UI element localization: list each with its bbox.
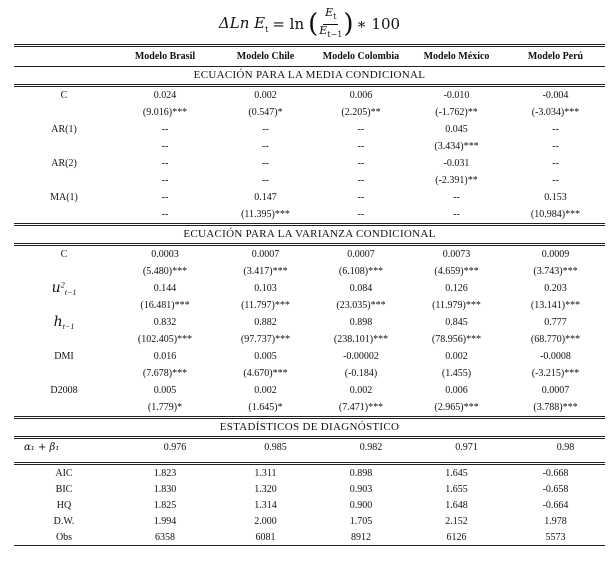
col-header-colombia: Modelo Colombia xyxy=(322,51,400,62)
table-cell: -- xyxy=(357,209,365,220)
table-cell: 0.898 xyxy=(349,467,373,479)
row-label: $u^2_{t-1}$ xyxy=(51,280,77,297)
table-row-alpha-beta xyxy=(14,439,609,456)
column-header-table xyxy=(14,47,605,66)
table-cell: -- xyxy=(357,192,365,203)
table-row xyxy=(14,481,605,497)
row-label xyxy=(14,365,114,382)
table-cell: -0.010 xyxy=(443,90,470,101)
table-cell: (3.788)*** xyxy=(533,402,578,413)
table-cell: 0.971 xyxy=(455,442,478,453)
section-title-variance: ECUACIÓN PARA LA VARIANZA CONDICIONAL xyxy=(183,228,436,240)
formula-rhs: ∗ 100 xyxy=(356,15,401,33)
table-cell: (10.984)*** xyxy=(530,209,581,220)
table-cell: 0.045 xyxy=(445,124,468,135)
row-label: D2008 xyxy=(50,385,78,396)
row-label: D.W. xyxy=(53,515,75,527)
table-row xyxy=(14,399,605,416)
table-cell: -- xyxy=(453,209,460,220)
row-label xyxy=(14,297,114,314)
table-cell: 0.002 xyxy=(254,385,277,396)
table-row xyxy=(14,513,605,529)
table-cell: (0.547)* xyxy=(248,107,283,118)
table-cell: -- xyxy=(161,124,169,135)
table-cell: (1.645)* xyxy=(248,402,283,413)
table-row xyxy=(14,365,605,382)
table-cell: 0.777 xyxy=(544,317,567,328)
table-cell: (238.101)*** xyxy=(333,334,389,345)
table-cell: 0.845 xyxy=(445,317,468,328)
table-cell: -0.00002 xyxy=(343,351,379,362)
row-label: C xyxy=(60,249,68,260)
table-cell: 1.994 xyxy=(153,515,177,527)
table-row xyxy=(14,314,605,331)
table-row xyxy=(14,465,605,481)
diagnostics-table xyxy=(14,465,605,545)
row-label: BIC xyxy=(55,483,73,495)
table-cell: (97.737)*** xyxy=(240,334,291,345)
table-cell: 0.0007 xyxy=(251,249,280,260)
table-row xyxy=(14,172,605,189)
table-row xyxy=(14,348,605,365)
row-label xyxy=(14,172,114,189)
table-cell: -- xyxy=(357,175,365,186)
table-cell: 0.882 xyxy=(254,317,277,328)
table-cell: 0.98 xyxy=(556,442,575,453)
table-cell: -- xyxy=(357,141,365,152)
table-cell: 1.314 xyxy=(254,499,277,511)
table-cell: -- xyxy=(161,192,169,203)
results-table-container xyxy=(14,4,605,546)
row-label: AR(2) xyxy=(51,158,77,169)
table-cell: -0.031 xyxy=(443,158,470,169)
row-label: Obs xyxy=(55,531,73,543)
table-cell: 0.0009 xyxy=(541,249,570,260)
table-cell: 1.823 xyxy=(153,467,177,479)
table-cell: -- xyxy=(161,158,169,169)
table-row xyxy=(14,331,605,348)
table-cell: 6126 xyxy=(446,531,467,543)
table-row xyxy=(14,382,605,399)
table-cell: (11.979)*** xyxy=(432,300,481,311)
table-row xyxy=(14,189,605,206)
table-cell: 1.320 xyxy=(254,483,277,495)
table-cell: 0.153 xyxy=(544,192,567,203)
table-cell: (4.659)*** xyxy=(434,266,479,277)
section-title-diagnostics: ESTADÍSTICOS DE DIAGNÓSTICO xyxy=(219,421,400,433)
table-cell: (-3.215)*** xyxy=(531,368,580,379)
formula-equals: = ln xyxy=(272,15,305,33)
table-cell: (11.797)*** xyxy=(241,300,290,311)
table-cell: 0.985 xyxy=(264,442,287,453)
table-cell: (-3.034)*** xyxy=(531,107,580,118)
row-label-alpha-beta: α₁ + β₁ xyxy=(24,442,60,453)
table-cell: -0.658 xyxy=(542,483,569,495)
table-cell: (9.016)*** xyxy=(142,107,188,118)
col-header-peru: Modelo Perú xyxy=(527,51,584,62)
row-label xyxy=(14,206,114,223)
table-cell: 0.976 xyxy=(163,442,187,453)
table-cell: 0.203 xyxy=(544,283,567,294)
table-cell: 0.005 xyxy=(254,351,277,362)
row-label xyxy=(14,138,114,155)
table-row xyxy=(14,297,605,314)
table-row xyxy=(14,497,605,513)
table-cell: -0.004 xyxy=(542,90,569,101)
table-cell: 0.005 xyxy=(153,385,177,396)
table-cell: 8912 xyxy=(351,531,371,543)
table-cell: 6081 xyxy=(255,531,276,543)
table-cell: (3.417)*** xyxy=(243,266,288,277)
table-row xyxy=(14,87,605,104)
row-label xyxy=(14,104,114,121)
table-row xyxy=(14,138,605,155)
table-cell: 0.147 xyxy=(254,192,277,203)
table-cell: -- xyxy=(161,209,169,220)
table-row xyxy=(14,104,605,121)
table-row xyxy=(14,246,605,263)
table-cell: -0.668 xyxy=(542,467,569,479)
table-cell: 0.903 xyxy=(349,483,373,495)
table-cell: (78.956)*** xyxy=(431,334,482,345)
table-cell: 0.084 xyxy=(349,283,373,294)
mean-equation-table xyxy=(14,87,605,223)
table-cell: (16.481)*** xyxy=(140,300,190,311)
table-cell: (1.455) xyxy=(441,368,472,379)
table-cell: 0.898 xyxy=(349,317,373,328)
table-cell: -- xyxy=(357,124,365,135)
table-row xyxy=(14,155,605,172)
table-cell: 1.705 xyxy=(349,515,373,527)
row-label: AIC xyxy=(55,467,73,479)
table-cell: 0.832 xyxy=(153,317,177,328)
formula-header: ΔLn $E_t$ = ln ( $\frac{E_t}{E_{t-1}}$ ) ∗ 100 xyxy=(218,6,401,39)
table-cell: -- xyxy=(552,124,559,135)
table-cell: -- xyxy=(552,175,559,186)
table-cell: -0.664 xyxy=(542,499,569,511)
table-cell: 1.825 xyxy=(153,499,177,511)
table-cell: -0.0008 xyxy=(540,351,571,362)
formula-lhs: ΔLn $E_t$ xyxy=(218,14,269,34)
table-cell: (4.670)*** xyxy=(243,368,288,379)
formula-fraction: $\frac{E_t}{E_{t-1}}$ xyxy=(319,6,343,39)
row-label: MA(1) xyxy=(50,192,78,203)
table-cell: 1.311 xyxy=(254,467,277,479)
table-cell: (5.480)*** xyxy=(142,266,188,277)
table-cell: -- xyxy=(453,192,460,203)
table-cell: (23.035)*** xyxy=(336,300,386,311)
row-label: DMI xyxy=(54,351,74,362)
table-cell: -- xyxy=(357,158,365,169)
row-label: C xyxy=(60,90,68,101)
table-cell: 2.152 xyxy=(445,515,468,527)
table-cell: 0.0073 xyxy=(442,249,471,260)
table-cell: 6358 xyxy=(155,531,175,543)
table-cell: -- xyxy=(552,141,559,152)
table-cell: (2.205)** xyxy=(341,107,381,118)
table-row xyxy=(14,280,605,297)
row-label xyxy=(14,263,114,280)
table-cell: -- xyxy=(262,158,269,169)
table-cell: -- xyxy=(161,175,169,186)
table-cell: (-1.762)** xyxy=(435,107,478,118)
table-cell: 2.000 xyxy=(254,515,277,527)
table-cell: 0.0003 xyxy=(151,249,179,260)
row-label xyxy=(14,331,114,348)
table-cell: (102.405)*** xyxy=(137,334,193,345)
col-header-brasil: Modelo Brasil xyxy=(134,51,196,62)
table-cell: 0.002 xyxy=(254,90,277,101)
row-label: $h_{t-1}$ xyxy=(53,314,75,331)
table-cell: (68.770)*** xyxy=(530,334,581,345)
table-cell: 1.830 xyxy=(153,483,177,495)
alpha-beta-table xyxy=(14,439,609,456)
table-cell: 0.144 xyxy=(153,283,177,294)
table-cell: 0.900 xyxy=(349,499,373,511)
table-cell: 1.978 xyxy=(544,515,567,527)
table-row xyxy=(14,206,605,223)
table-cell: 0.982 xyxy=(359,442,383,453)
table-row xyxy=(14,529,605,545)
table-cell: (1.779)* xyxy=(147,402,183,413)
table-cell: 0.024 xyxy=(153,90,177,101)
column-header-row xyxy=(14,47,605,66)
col-header-mexico: Modelo México xyxy=(423,51,490,62)
table-cell: (-0.184) xyxy=(344,368,378,379)
table-cell: 0.126 xyxy=(445,283,468,294)
table-cell: 0.103 xyxy=(254,283,277,294)
table-cell: 1.645 xyxy=(445,467,468,479)
row-label xyxy=(14,399,114,416)
table-cell: -- xyxy=(552,158,559,169)
variance-equation-table xyxy=(14,246,605,416)
table-row xyxy=(14,121,605,138)
col-header-chile: Modelo Chile xyxy=(236,51,295,62)
table-row xyxy=(14,263,605,280)
table-cell: 0.002 xyxy=(349,385,373,396)
table-cell: (7.678)*** xyxy=(142,368,188,379)
table-cell: (11.395)*** xyxy=(241,209,290,220)
table-cell: 0.0007 xyxy=(541,385,570,396)
table-cell: 0.016 xyxy=(153,351,177,362)
table-cell: 0.0007 xyxy=(347,249,375,260)
table-cell: 0.006 xyxy=(349,90,373,101)
table-cell: (3.743)*** xyxy=(533,266,578,277)
table-cell: 5573 xyxy=(545,531,566,543)
table-cell: 1.655 xyxy=(445,483,468,495)
row-label: HQ xyxy=(56,499,72,511)
table-cell: (6.108)*** xyxy=(338,266,384,277)
table-cell: (7.471)*** xyxy=(338,402,384,413)
table-cell: -- xyxy=(262,175,269,186)
table-cell: -- xyxy=(262,124,269,135)
table-cell: (2.965)*** xyxy=(434,402,479,413)
table-cell: -- xyxy=(262,141,269,152)
table-cell: 0.002 xyxy=(445,351,468,362)
section-title-mean: ECUACIÓN PARA LA MEDIA CONDICIONAL xyxy=(193,69,426,81)
row-label: AR(1) xyxy=(51,124,77,135)
table-cell: (13.141)*** xyxy=(530,300,581,311)
table-cell: -- xyxy=(161,141,169,152)
table-cell: (-2.391)** xyxy=(435,175,478,186)
table-cell: (3.434)*** xyxy=(434,141,479,152)
table-cell: 1.648 xyxy=(445,499,468,511)
table-cell: 0.006 xyxy=(445,385,468,396)
